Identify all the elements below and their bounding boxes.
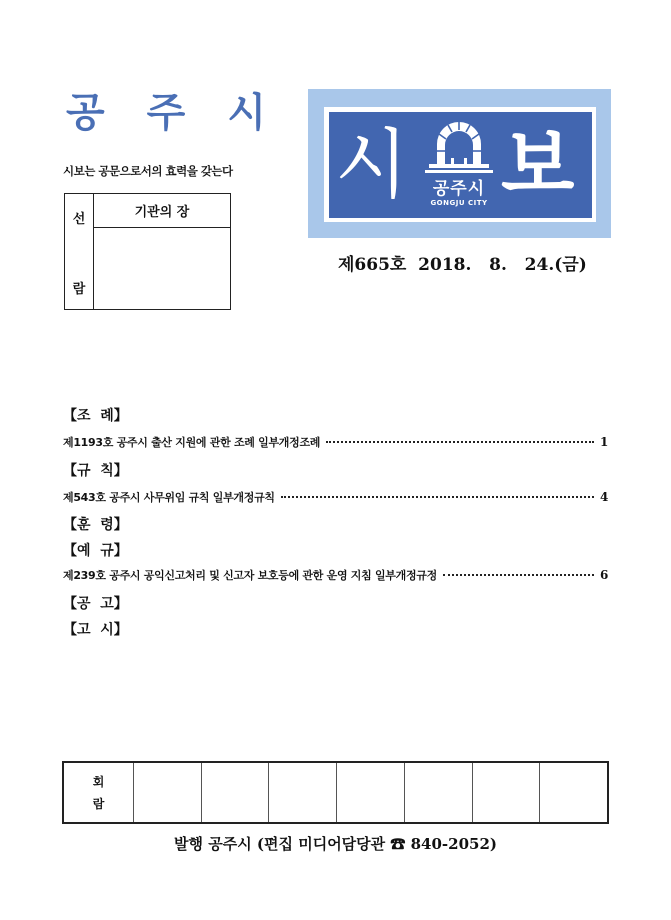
section-heading-public-notice: 【공 고】 (63, 596, 128, 612)
leader-dots (443, 574, 594, 576)
leader-dots (326, 441, 594, 443)
leader-dots (281, 496, 594, 498)
title-char: 공 (66, 90, 105, 136)
title-char: 주 (146, 90, 186, 136)
toc-entry-title: 제543호 공주시 사무위임 규칙 일부개정규칙 (63, 491, 275, 504)
toc-entry-page: 6 (599, 568, 608, 582)
label-top: 회 (92, 774, 105, 789)
issue-number-date: 제665호 2018. 8. 24.(금) (338, 255, 587, 275)
label-top: 선 (72, 212, 86, 227)
city-title (66, 88, 266, 138)
toc-entry-title: 제1193호 공주시 출산 지원에 관한 조례 일부개정조례 (63, 436, 321, 449)
banner-left-char: 시 (335, 120, 409, 209)
toc-entry[interactable] (63, 434, 608, 451)
banner-right-char: 보 (501, 120, 575, 209)
toc-entry[interactable] (63, 489, 608, 506)
signature-cell (539, 763, 607, 822)
toc-entry[interactable] (63, 567, 608, 584)
toc-entry-page: 4 (599, 490, 608, 504)
section-heading-notification: 【고 시】 (63, 622, 128, 638)
circulation-approval-box (64, 193, 231, 310)
emblem-korean-text: 공주시 (432, 179, 486, 199)
label-bottom: 람 (72, 282, 86, 297)
signature-cell (472, 763, 540, 822)
toc-entry-page: 1 (599, 435, 608, 449)
banner-panel (329, 112, 592, 218)
banner-border (324, 107, 596, 222)
section-heading-directive: 【훈 령】 (63, 517, 128, 533)
signature-cell (268, 763, 336, 822)
title-char: 시 (227, 90, 266, 136)
signature-cell (201, 763, 269, 822)
section-heading-ordinance: 【조 례】 (63, 408, 128, 424)
signature-cell (404, 763, 472, 822)
agency-head-label: 기관의 장 (94, 194, 230, 228)
gongju-emblem-logo (417, 118, 501, 214)
signature-cell (133, 763, 201, 822)
sibo-banner (308, 89, 611, 238)
signature-cell (336, 763, 404, 822)
toc-entry-title: 제239호 공주시 공익신고처리 및 신고자 보호등에 관한 운영 지침 일부개정규정 (63, 569, 437, 582)
section-heading-regulation: 【예 규】 (63, 543, 128, 559)
section-heading-rule: 【규 칙】 (63, 463, 128, 479)
legal-note: 시보는 공문으로서의 효력을 갖는다 (63, 164, 233, 178)
review-approval-table (62, 761, 609, 824)
circulation-label (65, 194, 94, 309)
review-label (64, 763, 133, 822)
arch-gate-icon (417, 118, 501, 174)
emblem-english-text: GONGJU CITY (430, 199, 488, 207)
label-bottom: 람 (92, 796, 105, 811)
publisher-footer: 발행 공주시 (편집 미디어담당관 ☎ 840-2052) (174, 835, 497, 853)
